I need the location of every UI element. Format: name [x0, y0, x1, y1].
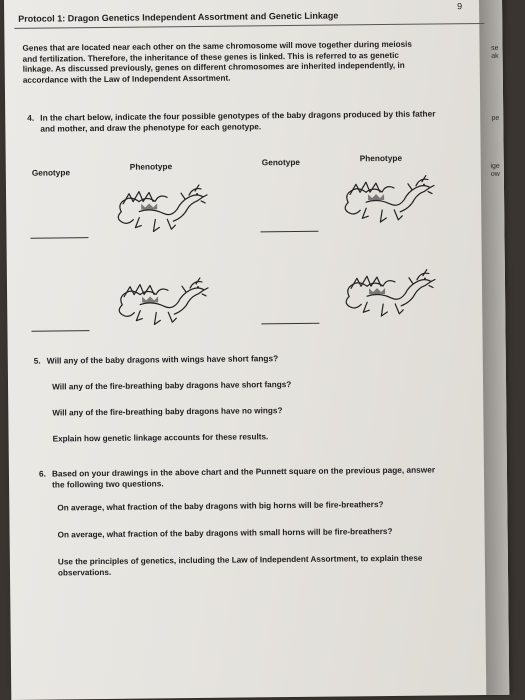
genotype-blank-2[interactable] [260, 231, 318, 233]
dragon-icon [111, 181, 212, 238]
edge-text-4: ige [490, 162, 500, 170]
header-rule [14, 23, 484, 29]
question-5: 5. Will any of the baby dragons with wings have short fangs? [33, 353, 279, 366]
dragon-phenotype-2 [338, 171, 439, 228]
dragon-phenotype-1 [111, 181, 212, 238]
genotype-blank-3[interactable] [31, 330, 89, 332]
dragon-icon [338, 171, 439, 228]
intro-paragraph: Genes that are located near each other on the same chromosome will move together during meiosis and fertilization. Therefore, the inheritance of these genes is linked. This is referred to as genetic linkage. As discussed previously, genes on different chromosomes are inherited independently, in accordance with the Law of Independent Assortment. [22, 39, 413, 85]
col-phenotype-right: Phenotype [359, 152, 403, 164]
col-phenotype-left: Phenotype [129, 161, 173, 172]
page-header: Protocol 1: Dragon Genetics Independent Assortment and Genetic Linkage [18, 10, 339, 24]
question-6: 6. Based on your drawings in the above chart and the Punnett square on the previous page, answer the following two questions. [38, 464, 436, 490]
edge-text-1: se [491, 44, 499, 52]
dragon-phenotype-4 [339, 265, 440, 322]
page-number: 9 [457, 1, 463, 12]
col-genotype-left: Genotype [31, 167, 71, 178]
dragon-icon [112, 274, 213, 331]
edge-text-5: ow [490, 170, 500, 178]
dragon-phenotype-3 [112, 274, 213, 331]
genotype-blank-1[interactable] [30, 237, 88, 239]
question-5c: Will any of the fire-breathing baby dragons have no wings? [52, 406, 283, 418]
question-6a: On average, what fraction of the baby dragons with big horns will be fire-breathers? [57, 500, 384, 513]
question-4: 4. In the chart below, indicate the four possible genotypes of the baby dragons produced by this father and mother, and draw the phenotype for each genotype. [27, 108, 436, 134]
next-page-edge [479, 0, 509, 695]
edge-text-3: pe [491, 114, 500, 122]
question-6c: Use the principles of genetics, including the Law of Independent Assortment, to explain these observations. [57, 553, 423, 577]
genotype-blank-4[interactable] [261, 323, 319, 325]
worksheet-page [4, 0, 509, 700]
edge-text-2: ak [491, 52, 499, 60]
col-genotype-right: Genotype [261, 156, 301, 168]
question-5d: Explain how genetic linkage accounts for these results. [52, 432, 269, 444]
question-5b: Will any of the fire-breathing baby dragons have short fangs? [52, 380, 292, 392]
question-6b: On average, what fraction of the baby dragons with small horns will be fire-breathers? [57, 526, 393, 540]
dragon-icon [339, 265, 440, 322]
